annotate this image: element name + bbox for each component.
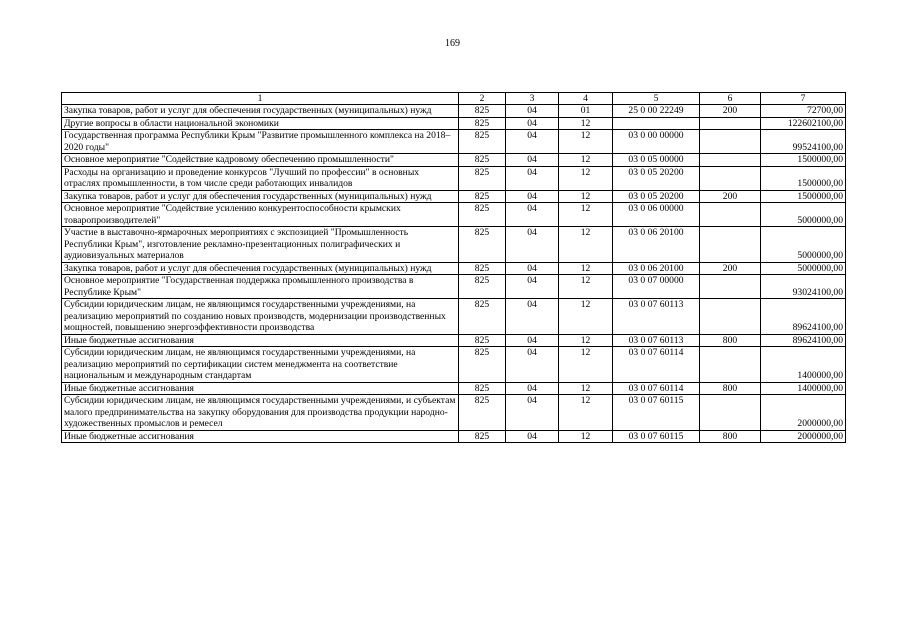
row-code-cell: 825: [459, 227, 506, 263]
row-subsection-cell: 12: [559, 262, 613, 275]
page-number: 169: [445, 38, 460, 49]
table-row: [62, 130, 846, 154]
row-name-cell: Участие в выставочно-ярмарочных мероприятиях с экспозицией "Промышленность Республики Крым", изготовление рекламно-презентационных полиграфических и аудиовизуальных материалов: [62, 227, 459, 263]
table-row: [62, 105, 846, 118]
row-target-article-cell: 03 0 06 20100: [613, 227, 700, 263]
row-name-cell: Другие вопросы в области национальной экономики: [62, 117, 459, 130]
row-sum-cell: 2000000,00: [761, 430, 846, 443]
row-name-cell: Закупка товаров, работ и услуг для обеспечения государственных (муниципальных) нужд: [62, 262, 459, 275]
table-row: [62, 154, 846, 167]
table-row: [62, 347, 846, 383]
table-row: [62, 334, 846, 347]
row-code-cell: 825: [459, 334, 506, 347]
row-expense-type-cell: 200: [700, 105, 761, 118]
table-row: [62, 430, 846, 443]
table-row: [62, 275, 846, 299]
row-name-cell: Иные бюджетные ассигнования: [62, 334, 459, 347]
row-sum-cell: 99524100,00: [761, 130, 846, 154]
row-sum-cell: 1400000,00: [761, 382, 846, 395]
row-target-article-cell: 03 0 07 60113: [613, 299, 700, 335]
row-sum-cell: 1500000,00: [761, 190, 846, 203]
table-row: [62, 190, 846, 203]
row-expense-type-cell: [700, 166, 761, 190]
row-section-cell: 04: [506, 190, 559, 203]
row-code-cell: 825: [459, 347, 506, 383]
row-subsection-cell: 12: [559, 154, 613, 167]
row-code-cell: 825: [459, 275, 506, 299]
row-target-article-cell: [613, 117, 700, 130]
row-section-cell: 04: [506, 105, 559, 118]
row-section-cell: 04: [506, 154, 559, 167]
row-expense-type-cell: [700, 117, 761, 130]
header-row: [62, 93, 846, 105]
table-row: [62, 227, 846, 263]
row-sum-cell: 89624100,00: [761, 334, 846, 347]
row-code-cell: 825: [459, 117, 506, 130]
table-row: [62, 382, 846, 395]
row-subsection-cell: 12: [559, 203, 613, 227]
row-section-cell: 04: [506, 334, 559, 347]
row-sum-cell: 5000000,00: [761, 262, 846, 275]
row-expense-type-cell: 200: [700, 190, 761, 203]
row-subsection-cell: 12: [559, 190, 613, 203]
row-sum-cell: 5000000,00: [761, 203, 846, 227]
row-subsection-cell: 12: [559, 430, 613, 443]
row-sum-cell: 2000000,00: [761, 395, 846, 431]
row-name-cell: Государственная программа Республики Крым "Развитие промышленного комплекса на 2018–2020 годы": [62, 130, 459, 154]
row-subsection-cell: 12: [559, 299, 613, 335]
header-cell-3: 3: [506, 93, 559, 105]
row-expense-type-cell: [700, 130, 761, 154]
row-section-cell: 04: [506, 347, 559, 383]
row-expense-type-cell: [700, 395, 761, 431]
row-code-cell: 825: [459, 130, 506, 154]
row-name-cell: Закупка товаров, работ и услуг для обеспечения государственных (муниципальных) нужд: [62, 105, 459, 118]
row-name-cell: Закупка товаров, работ и услуг для обеспечения государственных (муниципальных) нужд: [62, 190, 459, 203]
row-expense-type-cell: 200: [700, 262, 761, 275]
row-expense-type-cell: [700, 227, 761, 263]
row-target-article-cell: 03 0 07 60114: [613, 382, 700, 395]
row-sum-cell: 72700,00: [761, 105, 846, 118]
row-sum-cell: 1500000,00: [761, 166, 846, 190]
row-name-cell: Основное мероприятие "Содействие усилению конкурентоспособности крымских товаропроизводителей": [62, 203, 459, 227]
header-cell-4: 4: [559, 93, 613, 105]
row-target-article-cell: 03 0 07 60115: [613, 395, 700, 431]
table-row: [62, 117, 846, 130]
row-code-cell: 825: [459, 430, 506, 443]
row-target-article-cell: 03 0 07 00000: [613, 275, 700, 299]
row-name-cell: Иные бюджетные ассигнования: [62, 430, 459, 443]
row-section-cell: 04: [506, 299, 559, 335]
row-name-cell: Субсидии юридическим лицам, не являющимся государственными учреждениями, на реализацию мероприятий по созданию новых производств, модернизации производственных мощностей, повышению энергоэффективности производства: [62, 299, 459, 335]
header-cell-7: 7: [761, 93, 846, 105]
row-target-article-cell: 03 0 06 00000: [613, 203, 700, 227]
row-sum-cell: 93024100,00: [761, 275, 846, 299]
table-row: [62, 395, 846, 431]
row-code-cell: 825: [459, 105, 506, 118]
header-cell-5: 5: [613, 93, 700, 105]
row-section-cell: 04: [506, 262, 559, 275]
row-subsection-cell: 12: [559, 130, 613, 154]
row-expense-type-cell: [700, 154, 761, 167]
row-target-article-cell: 03 0 07 60115: [613, 430, 700, 443]
table-row: [62, 203, 846, 227]
row-target-article-cell: 03 0 07 60114: [613, 347, 700, 383]
row-section-cell: 04: [506, 275, 559, 299]
row-sum-cell: 5000000,00: [761, 227, 846, 263]
row-code-cell: 825: [459, 190, 506, 203]
row-target-article-cell: 25 0 00 22249: [613, 105, 700, 118]
row-name-cell: Расходы на организацию и проведение конкурсов "Лучший по профессии" в основных отраслях промышленности, в том числе среди работающих инвалидов: [62, 166, 459, 190]
row-section-cell: 04: [506, 117, 559, 130]
table-row: [62, 166, 846, 190]
row-expense-type-cell: [700, 275, 761, 299]
row-sum-cell: 122602100,00: [761, 117, 846, 130]
row-name-cell: Субсидии юридическим лицам, не являющимся государственными учреждениями, на реализацию мероприятий по сертификации систем менеджмента на соответствие национальным и международным стандартам: [62, 347, 459, 383]
budget-table: [61, 92, 846, 443]
row-expense-type-cell: [700, 203, 761, 227]
row-name-cell: Иные бюджетные ассигнования: [62, 382, 459, 395]
row-target-article-cell: 03 0 05 00000: [613, 154, 700, 167]
row-code-cell: 825: [459, 395, 506, 431]
row-sum-cell: 89624100,00: [761, 299, 846, 335]
row-subsection-cell: 12: [559, 334, 613, 347]
row-section-cell: 04: [506, 395, 559, 431]
row-target-article-cell: 03 0 05 20200: [613, 166, 700, 190]
row-subsection-cell: 12: [559, 166, 613, 190]
row-section-cell: 04: [506, 166, 559, 190]
row-section-cell: 04: [506, 382, 559, 395]
row-section-cell: 04: [506, 130, 559, 154]
row-code-cell: 825: [459, 299, 506, 335]
row-subsection-cell: 12: [559, 382, 613, 395]
table-row: [62, 299, 846, 335]
row-name-cell: Субсидии юридическим лицам, не являющимся государственными учреждениями, и субъектам малого предпринимательства на закупку оборудования для производства продукции народно-художественных промыслов и ремесел: [62, 395, 459, 431]
row-sum-cell: 1400000,00: [761, 347, 846, 383]
row-expense-type-cell: 800: [700, 334, 761, 347]
row-subsection-cell: 12: [559, 275, 613, 299]
row-code-cell: 825: [459, 203, 506, 227]
row-expense-type-cell: [700, 299, 761, 335]
row-sum-cell: 1500000,00: [761, 154, 846, 167]
row-section-cell: 04: [506, 430, 559, 443]
table-body: [62, 105, 846, 443]
row-expense-type-cell: [700, 347, 761, 383]
row-subsection-cell: 12: [559, 347, 613, 383]
row-target-article-cell: 03 0 05 20200: [613, 190, 700, 203]
row-code-cell: 825: [459, 154, 506, 167]
header-cell-2: 2: [459, 93, 506, 105]
row-expense-type-cell: 800: [700, 430, 761, 443]
row-section-cell: 04: [506, 203, 559, 227]
row-section-cell: 04: [506, 227, 559, 263]
row-code-cell: 825: [459, 382, 506, 395]
row-subsection-cell: 12: [559, 117, 613, 130]
row-target-article-cell: 03 0 06 20100: [613, 262, 700, 275]
row-name-cell: Основное мероприятие "Содействие кадровому обеспечению промышленности": [62, 154, 459, 167]
row-target-article-cell: 03 0 00 00000: [613, 130, 700, 154]
row-code-cell: 825: [459, 166, 506, 190]
header-cell-1: 1: [62, 93, 459, 105]
row-subsection-cell: 01: [559, 105, 613, 118]
row-subsection-cell: 12: [559, 227, 613, 263]
row-expense-type-cell: 800: [700, 382, 761, 395]
row-target-article-cell: 03 0 07 60113: [613, 334, 700, 347]
header-cell-6: 6: [700, 93, 761, 105]
row-subsection-cell: 12: [559, 395, 613, 431]
table-row: [62, 262, 846, 275]
row-name-cell: Основное мероприятие "Государственная поддержка промышленного производства в Республике Крым": [62, 275, 459, 299]
row-code-cell: 825: [459, 262, 506, 275]
